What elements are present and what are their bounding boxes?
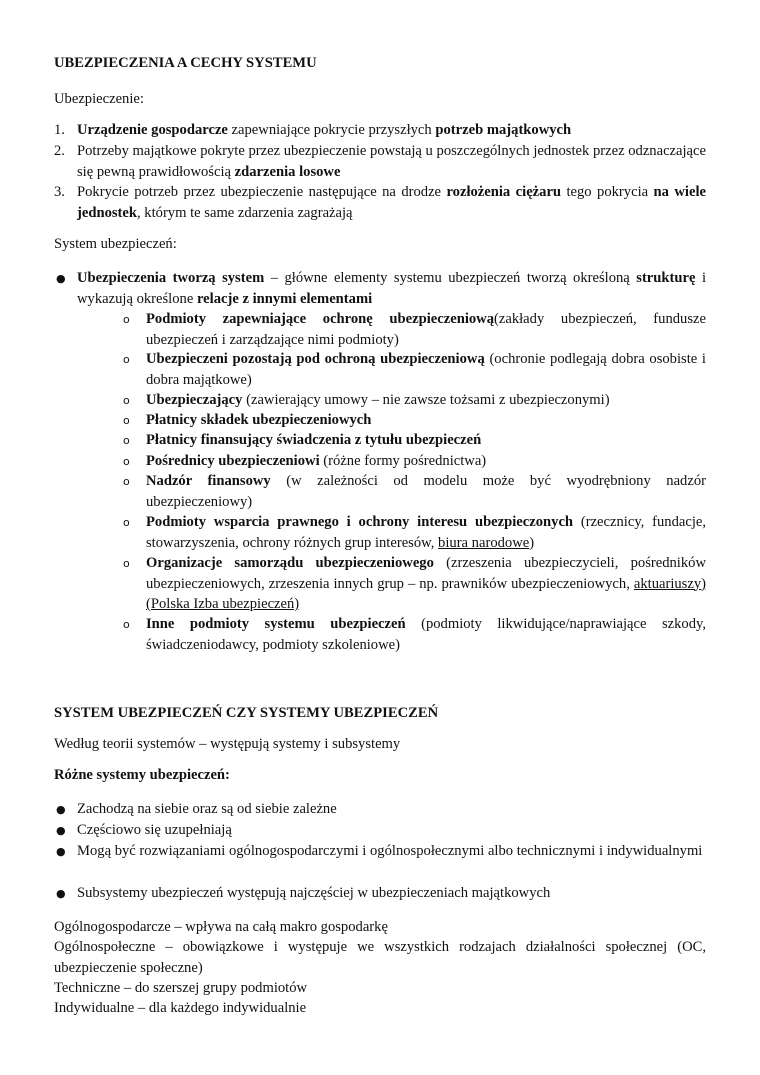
section-heading: UBEZPIECZENIA A CECHY SYSTEMU bbox=[54, 55, 317, 71]
bullet-item: Zachodzą na siebie oraz są od siebie zależne bbox=[77, 801, 337, 817]
definition-line: Techniczne – do szerszej grupy podmiotów bbox=[54, 980, 308, 996]
intro-text: Ubezpieczenie: bbox=[54, 91, 144, 107]
bullet-item: Częściowo się uzupełniają bbox=[77, 822, 232, 838]
bullet-item: Ubezpieczenia tworzą system – główne elementy systemu ubezpieczeń tworzą określoną strukturę i wykazują określone relacje z innymi elementami bbox=[77, 270, 706, 307]
sub-item: Podmioty zapewniające ochronę ubezpieczeniową(zakłady ubezpieczeń, fundusze ubezpieczeń i zarządzające nimi podmioty) bbox=[146, 311, 706, 348]
sub-item: Pośrednicy ubezpieczeniowi (różne formy pośrednictwa) bbox=[146, 453, 487, 469]
section-heading: SYSTEM UBEZPIECZEŃ CZY SYSTEMY UBEZPIECZEŃ bbox=[54, 705, 439, 721]
sub-marker: o bbox=[123, 557, 130, 570]
sub-marker: o bbox=[123, 414, 130, 427]
numbered-item: Potrzeby majątkowe pokryte przez ubezpieczenie powstają u poszczególnych jednostek przez odznaczające się pewną prawidłowością zdarzenia losowe bbox=[77, 143, 706, 180]
subheading: Różne systemy ubezpieczeń: bbox=[54, 767, 230, 783]
sub-marker: o bbox=[123, 618, 130, 631]
sub-item: Płatnicy składek ubezpieczeniowych bbox=[146, 412, 372, 428]
sub-item: Organizacje samorządu ubezpieczeniowego (zrzeszenia ubezpieczycieli, pośredników ubezpieczeniowych, zrzeszenia innych grup – np. prawników ubezpieczeniowych, aktuariuszy) (Polska Izba ubezpieczeń) bbox=[146, 555, 706, 612]
sub-marker: o bbox=[123, 353, 130, 366]
definition-line: Indywidualne – dla każdego indywidualnie bbox=[54, 1000, 307, 1016]
numbered-item: Pokrycie potrzeb przez ubezpieczenie następujące na drodze rozłożenia ciężaru tego pokrycia na wiele jednostek, którym te same zdarzenia zagrażają bbox=[77, 184, 706, 221]
intro-text: Według teorii systemów – występują systemy i subsystemy bbox=[54, 736, 401, 752]
bullet-marker: ● bbox=[56, 824, 66, 837]
sub-marker: o bbox=[123, 394, 130, 407]
sub-item: Ubezpieczeni pozostają pod ochroną ubezpieczeniową (ochronie podlegają dobra osobiste i dobra majątkowe) bbox=[146, 351, 706, 388]
bullet-marker: ● bbox=[56, 272, 66, 285]
underlined-link-text: aktuariuszy) bbox=[633, 575, 706, 592]
list-number: 2. bbox=[54, 143, 65, 159]
list-number: 1. bbox=[54, 122, 65, 138]
sub-marker: o bbox=[123, 313, 130, 326]
sub-item: Nadzór finansowy (w zależności od modelu może być wyodrębniony nadzór ubezpieczeniowy) bbox=[146, 473, 706, 510]
numbered-item: Urządzenie gospodarcze zapewniające pokrycie przyszłych potrzeb majątkowych bbox=[77, 122, 572, 138]
sub-item: Inne podmioty systemu ubezpieczeń (podmioty likwidujące/naprawiające szkody, świadczeniodawcy, podmioty szkoleniowe) bbox=[146, 616, 706, 653]
sub-marker: o bbox=[123, 475, 130, 488]
sub-item: Ubezpieczający (zawierający umowy – nie zawsze tożsami z ubezpieczonymi) bbox=[146, 392, 610, 408]
sub-item: Płatnicy finansujący świadczenia z tytułu ubezpieczeń bbox=[146, 432, 482, 448]
underlined-link-text: (Polska Izba ubezpieczeń) bbox=[146, 596, 300, 612]
bullet-item: Subsystemy ubezpieczeń występują najczęściej w ubezpieczeniach majątkowych bbox=[77, 885, 551, 901]
list-number: 3. bbox=[54, 184, 65, 200]
bullet-marker: ● bbox=[56, 845, 66, 858]
bullet-item: Mogą być rozwiązaniami ogólnogospodarczymi i ogólnospołecznymi albo technicznymi i indywidualnymi bbox=[77, 843, 703, 859]
bullet-marker: ● bbox=[56, 887, 66, 900]
sub-marker: o bbox=[123, 434, 130, 447]
sub-item: Podmioty wsparcia prawnego i ochrony interesu ubezpieczonych (rzecznicy, fundacje, stowarzyszenia, ochrony różnych grup interesów, biura narodowe) bbox=[146, 514, 707, 551]
system-label: System ubezpieczeń: bbox=[54, 236, 177, 252]
bullet-marker: ● bbox=[56, 803, 66, 816]
definition-line: Ogólnospołeczne – obowiązkowe i występuje we wszystkich rodzajach działalności społecznej (OC, ubezpieczenie społeczne) bbox=[54, 939, 706, 976]
sub-marker: o bbox=[123, 455, 130, 468]
definition-line: Ogólnogospodarcze – wpływa na całą makro gospodarkę bbox=[54, 919, 388, 935]
sub-marker: o bbox=[123, 516, 130, 529]
underlined-link-text: biura narodowe bbox=[438, 534, 530, 551]
